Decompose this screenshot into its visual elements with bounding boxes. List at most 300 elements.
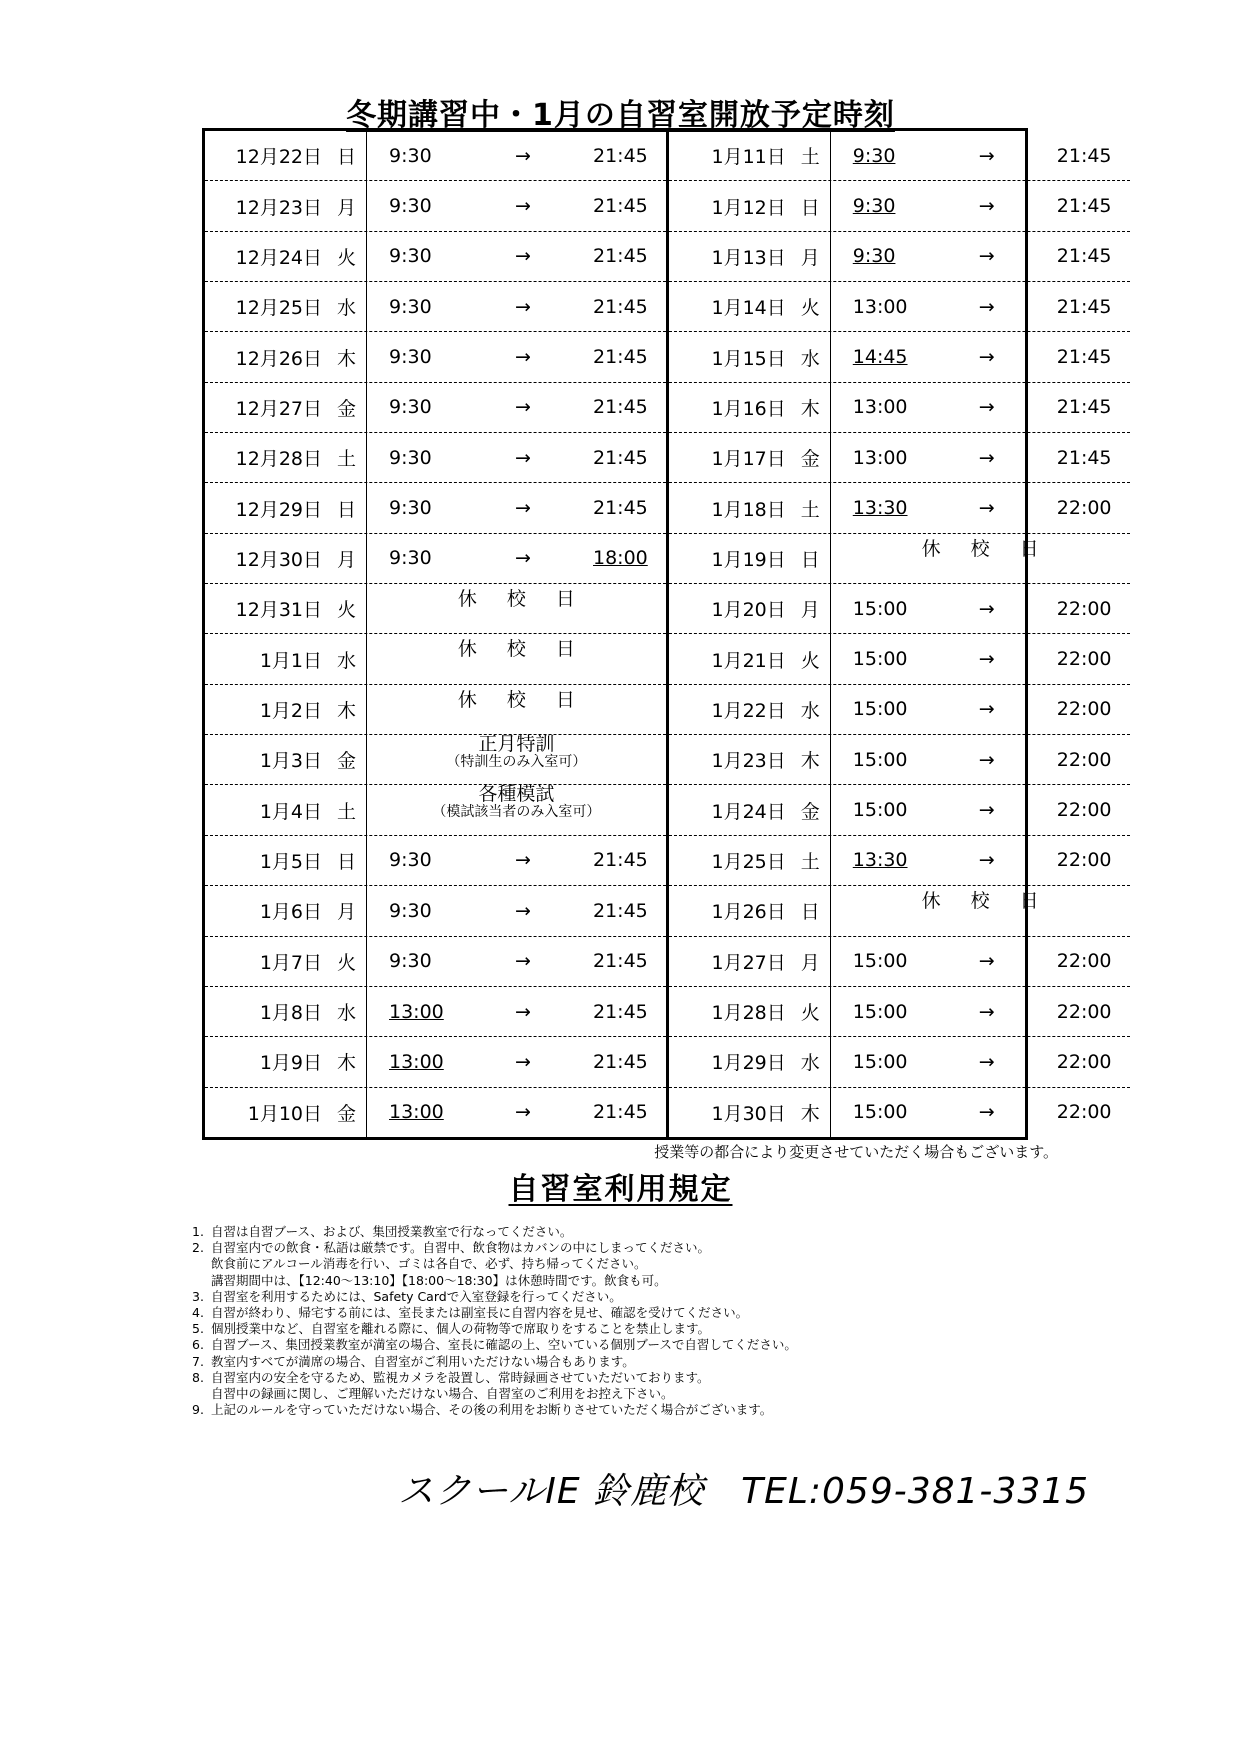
time-cell	[831, 937, 1130, 986]
date-cell	[205, 735, 367, 784]
arrow-icon: →	[515, 195, 531, 218]
date-label: 1月4日	[259, 800, 322, 823]
rule-text	[211, 1321, 1142, 1337]
close-time: 22:00	[1056, 648, 1112, 671]
date-cell	[669, 886, 831, 935]
special-event-note: （模試該当者のみ入室可）	[432, 804, 601, 821]
weekday-label: 木	[336, 1052, 356, 1075]
date-cell	[669, 685, 831, 734]
date-label: 12月30日	[235, 548, 322, 571]
arrow-icon: →	[978, 1101, 995, 1124]
rule-item	[192, 1240, 1142, 1289]
close-time: 22:00	[1056, 849, 1112, 872]
weekday-label: 金	[336, 1102, 356, 1125]
schedule-row	[669, 735, 1130, 785]
schedule-row	[205, 332, 666, 382]
rule-line: 飲食前にアルコール消毒を行い、ゴミは各自で、必ず、持ち帰ってください。	[211, 1256, 647, 1272]
close-time: 21:45	[593, 1050, 648, 1073]
time-cell	[831, 181, 1130, 230]
open-time: 15:00	[852, 950, 908, 973]
weekday-label: 日	[336, 146, 356, 169]
schedule-row	[205, 131, 666, 181]
weekday-label: 木	[800, 1102, 820, 1125]
rule-line: 自習は自習ブース、および、集団授業教室で行なってください。	[211, 1224, 573, 1239]
close-time: 21:45	[1056, 195, 1112, 218]
close-time: 21:45	[1056, 144, 1112, 167]
time-cell	[367, 282, 666, 331]
arrow-icon: →	[515, 295, 531, 318]
close-time: 21:45	[593, 245, 648, 268]
date-cell	[669, 483, 831, 532]
close-time: 22:00	[1056, 950, 1112, 973]
date-cell	[669, 937, 831, 986]
open-time: 9:30	[389, 195, 432, 218]
date-cell	[205, 1088, 367, 1137]
schedule-row	[669, 685, 1130, 735]
open-time: 14:45	[852, 346, 908, 369]
close-time: 21:45	[1056, 346, 1112, 369]
date-cell	[669, 181, 831, 230]
date-label: 1月12日	[711, 196, 786, 219]
date-cell	[205, 232, 367, 281]
rules-list	[192, 1224, 1142, 1418]
schedule-row	[205, 836, 666, 886]
weekday-label: 水	[800, 347, 820, 370]
schedule-row	[669, 836, 1130, 886]
schedule-row	[205, 1037, 666, 1087]
open-time: 9:30	[389, 396, 432, 419]
rule-item	[192, 1370, 1142, 1402]
arrow-icon: →	[515, 245, 531, 268]
date-cell	[669, 383, 831, 432]
arrow-icon: →	[978, 597, 995, 620]
date-cell	[205, 483, 367, 532]
date-label: 12月29日	[235, 498, 322, 521]
weekday-label: 日	[800, 548, 820, 571]
date-cell	[205, 433, 367, 482]
weekday-label: 土	[800, 146, 820, 169]
schedule-row	[205, 282, 666, 332]
rule-text	[211, 1289, 1142, 1305]
date-cell	[669, 131, 831, 180]
weekday-label: 金	[336, 397, 356, 420]
rule-number: 2.	[192, 1240, 204, 1256]
open-time: 15:00	[852, 1101, 908, 1124]
time-cell	[831, 735, 1130, 784]
schedule-row	[205, 634, 666, 684]
arrow-icon: →	[978, 950, 995, 973]
arrow-icon: →	[978, 1050, 995, 1073]
time-cell	[367, 1088, 666, 1137]
weekday-label: 水	[336, 649, 356, 672]
rule-line: 教室内すべてが満席の場合、自習室がご利用いただけない場合もあります。	[211, 1353, 635, 1369]
schedule-row	[669, 785, 1130, 835]
arrow-icon: →	[515, 950, 531, 973]
rule-text	[211, 1224, 1142, 1240]
open-time: 13:30	[852, 497, 908, 520]
open-time: 13:00	[389, 1050, 444, 1073]
weekday-label: 木	[336, 699, 356, 722]
arrow-icon: →	[978, 446, 995, 469]
date-label: 1月26日	[711, 901, 786, 924]
date-label: 1月24日	[711, 800, 786, 823]
arrow-icon: →	[978, 849, 995, 872]
arrow-icon: →	[978, 748, 995, 771]
arrow-icon: →	[515, 1101, 531, 1124]
weekday-label: 月	[336, 196, 356, 219]
date-label: 1月23日	[711, 750, 786, 773]
rule-text	[211, 1402, 1142, 1418]
open-time: 9:30	[389, 899, 432, 922]
close-time: 21:45	[1056, 295, 1112, 318]
date-label: 1月10日	[247, 1102, 322, 1125]
close-time: 21:45	[1056, 396, 1112, 419]
date-cell	[205, 383, 367, 432]
date-cell	[205, 937, 367, 986]
closed-day-label: 休 校 日	[457, 638, 587, 661]
time-cell	[367, 1037, 666, 1086]
rule-line: 自習室を利用するためには、Safety Cardで入室登録を行ってください。	[211, 1288, 622, 1304]
time-cell	[831, 282, 1130, 331]
date-cell	[669, 735, 831, 784]
schedule-column-left	[205, 131, 669, 1137]
schedule-table	[202, 128, 1112, 1140]
time-cell	[831, 131, 1130, 180]
rule-item	[192, 1305, 1142, 1321]
close-time: 22:00	[1056, 1050, 1112, 1073]
rule-line: 自習ブース、集団授業教室が満室の場合、室長に確認の上、空いている個別ブースで自習してください。	[211, 1337, 797, 1353]
weekday-label: 火	[336, 599, 356, 622]
date-cell	[205, 836, 367, 885]
weekday-label: 木	[800, 750, 820, 773]
open-time: 13:00	[852, 396, 908, 419]
close-time: 21:45	[593, 144, 648, 167]
date-cell	[669, 1037, 831, 1086]
date-cell	[669, 433, 831, 482]
weekday-label: 月	[800, 246, 820, 269]
schedule-column-right	[669, 131, 1130, 1137]
date-label: 1月8日	[259, 1002, 322, 1025]
arrow-icon: →	[515, 547, 531, 570]
weekday-label: 日	[800, 196, 820, 219]
arrow-icon: →	[978, 295, 995, 318]
rule-item	[192, 1354, 1142, 1370]
date-cell	[205, 584, 367, 633]
open-time: 9:30	[389, 144, 432, 167]
arrow-icon: →	[978, 698, 995, 721]
close-time: 21:45	[593, 396, 648, 419]
date-cell	[205, 785, 367, 834]
schedule-row	[669, 282, 1130, 332]
close-time: 21:45	[593, 1000, 648, 1023]
special-event-note: （特訓生のみ入室可）	[446, 754, 587, 771]
date-label: 1月30日	[711, 1102, 786, 1125]
time-cell	[367, 232, 666, 281]
close-time: 21:45	[593, 346, 648, 369]
schedule-row	[205, 886, 666, 936]
open-time: 9:30	[389, 950, 432, 973]
date-label: 1月14日	[711, 297, 786, 320]
rule-line: 自習室内の安全を守るため、監視カメラを設置し、常時録画させていただいております。	[211, 1369, 710, 1385]
close-time: 21:45	[593, 1101, 648, 1124]
arrow-icon: →	[515, 849, 531, 872]
arrow-icon: →	[978, 245, 995, 268]
date-cell	[669, 232, 831, 281]
date-label: 1月2日	[259, 699, 322, 722]
schedule-row	[669, 1088, 1130, 1137]
arrow-icon: →	[515, 396, 531, 419]
time-cell	[367, 483, 666, 532]
arrow-icon: →	[515, 446, 531, 469]
weekday-label: 金	[800, 448, 820, 471]
date-cell	[205, 282, 367, 331]
schedule-row	[205, 584, 666, 634]
weekday-label: 水	[336, 297, 356, 320]
date-cell	[205, 634, 367, 683]
rule-item	[192, 1224, 1142, 1240]
arrow-icon: →	[978, 195, 995, 218]
date-label: 1月1日	[259, 649, 322, 672]
weekday-label: 土	[336, 448, 356, 471]
close-time: 22:00	[1056, 597, 1112, 620]
schedule-row	[669, 232, 1130, 282]
weekday-label: 土	[336, 800, 356, 823]
date-label: 12月26日	[235, 347, 322, 370]
schedule-row	[669, 987, 1130, 1037]
rule-number: 5.	[192, 1321, 204, 1337]
special-event	[367, 785, 666, 834]
close-time: 21:45	[1056, 245, 1112, 268]
page-title: 冬期講習中・1月の自習室開放予定時刻	[346, 98, 895, 133]
schedule-row	[669, 483, 1130, 533]
schedule-row	[205, 181, 666, 231]
open-time: 9:30	[389, 849, 432, 872]
schedule-row	[205, 785, 666, 835]
time-cell	[367, 383, 666, 432]
arrow-icon: →	[515, 1000, 531, 1023]
close-time: 21:45	[593, 295, 648, 318]
date-label: 1月6日	[259, 901, 322, 924]
rule-text	[211, 1354, 1142, 1370]
close-time: 22:00	[1056, 1000, 1112, 1023]
arrow-icon: →	[978, 396, 995, 419]
open-time: 9:30	[389, 295, 432, 318]
date-label: 1月11日	[711, 146, 786, 169]
rule-line: 自習室内での飲食・私語は厳禁です。自習中、飲食物はカバンの中にしまってください。	[211, 1240, 711, 1256]
rule-item	[192, 1402, 1142, 1418]
weekday-label: 火	[800, 297, 820, 320]
time-cell	[367, 937, 666, 986]
date-cell	[669, 332, 831, 381]
schedule-row	[205, 534, 666, 584]
schedule-row	[669, 332, 1130, 382]
date-label: 1月16日	[711, 397, 786, 420]
time-cell	[831, 383, 1130, 432]
date-label: 12月25日	[235, 297, 322, 320]
open-time: 9:30	[852, 195, 896, 218]
schedule-row	[669, 383, 1130, 433]
date-label: 1月29日	[711, 1052, 786, 1075]
weekday-label: 日	[336, 498, 356, 521]
rule-line: 自習中の録画に関し、ご理解いただけない場合、自習室のご利用をお控え下さい。	[211, 1386, 674, 1402]
open-time: 13:00	[852, 295, 908, 318]
arrow-icon: →	[515, 346, 531, 369]
open-time: 15:00	[852, 1050, 908, 1073]
arrow-icon: →	[515, 899, 531, 922]
date-label: 12月27日	[235, 397, 322, 420]
close-time: 22:00	[1056, 1101, 1112, 1124]
time-cell	[367, 131, 666, 180]
date-label: 1月15日	[711, 347, 786, 370]
time-cell	[831, 232, 1130, 281]
schedule-row	[669, 886, 1130, 936]
close-time: 22:00	[1056, 698, 1112, 721]
date-label: 1月7日	[259, 951, 322, 974]
open-time: 9:30	[389, 346, 432, 369]
close-time: 21:45	[1056, 446, 1112, 469]
date-label: 1月13日	[711, 246, 786, 269]
rule-number: 7.	[192, 1353, 204, 1369]
date-cell	[669, 987, 831, 1036]
rule-text	[211, 1240, 1142, 1289]
rule-line: 講習期間中は、【12:40～13:10】【18:00～18:30】は休憩時間です。飲食も可。	[211, 1272, 667, 1288]
date-label: 12月23日	[235, 196, 322, 219]
schedule-row	[669, 131, 1130, 181]
date-cell	[205, 131, 367, 180]
schedule-row	[669, 433, 1130, 483]
time-cell	[367, 836, 666, 885]
arrow-icon: →	[978, 648, 995, 671]
time-cell	[831, 987, 1130, 1036]
date-cell	[669, 785, 831, 834]
close-time: 22:00	[1056, 799, 1112, 822]
date-cell	[205, 886, 367, 935]
time-cell	[831, 836, 1130, 885]
weekday-label: 火	[336, 246, 356, 269]
time-cell	[367, 181, 666, 230]
schedule-row	[669, 181, 1130, 231]
rule-item	[192, 1289, 1142, 1305]
arrow-icon: →	[978, 346, 995, 369]
open-time: 9:30	[389, 497, 432, 520]
time-cell	[831, 634, 1130, 683]
weekday-label: 土	[800, 498, 820, 521]
weekday-label: 火	[800, 1002, 820, 1025]
weekday-label: 木	[800, 397, 820, 420]
weekday-label: 日	[336, 850, 356, 873]
rule-line: 上記のルールを守っていただけない場合、その後の利用をお断りさせていただく場合がございます。	[211, 1402, 773, 1418]
date-cell	[205, 181, 367, 230]
date-cell	[669, 282, 831, 331]
close-time: 21:45	[593, 195, 648, 218]
date-label: 1月18日	[711, 498, 786, 521]
weekday-label: 火	[800, 649, 820, 672]
weekday-label: 土	[800, 850, 820, 873]
schedule-row	[669, 937, 1130, 987]
close-time: 21:45	[593, 849, 648, 872]
close-time: 22:00	[1056, 748, 1112, 771]
open-time: 15:00	[852, 698, 908, 721]
special-event-title: 各種模試	[478, 783, 555, 806]
date-cell	[669, 836, 831, 885]
schedule-row	[205, 383, 666, 433]
time-cell	[831, 433, 1130, 482]
time-cell	[831, 685, 1130, 734]
open-time: 9:30	[389, 446, 432, 469]
weekday-label: 水	[336, 1002, 356, 1025]
close-time: 21:45	[593, 497, 648, 520]
weekday-label: 日	[800, 901, 820, 924]
open-time: 15:00	[852, 648, 908, 671]
schedule-row	[669, 534, 1130, 584]
arrow-icon: →	[978, 497, 995, 520]
open-time: 9:30	[852, 245, 896, 268]
date-label: 12月22日	[235, 146, 322, 169]
rule-number: 4.	[192, 1305, 204, 1321]
open-time: 13:00	[852, 446, 908, 469]
date-cell	[205, 987, 367, 1036]
rule-item	[192, 1321, 1142, 1337]
weekday-label: 月	[336, 901, 356, 924]
closed-day-label: 休 校 日	[457, 588, 587, 611]
close-time: 18:00	[593, 547, 648, 570]
open-time: 9:30	[389, 245, 432, 268]
schedule-row	[205, 735, 666, 785]
date-label: 1月20日	[711, 599, 786, 622]
date-cell	[205, 534, 367, 583]
time-cell	[367, 886, 666, 935]
schedule-row	[205, 483, 666, 533]
arrow-icon: →	[515, 144, 531, 167]
date-cell	[669, 1088, 831, 1137]
weekday-label: 木	[336, 347, 356, 370]
date-cell	[205, 685, 367, 734]
open-time: 9:30	[389, 547, 432, 570]
time-cell	[831, 332, 1130, 381]
rule-number: 9.	[192, 1402, 204, 1418]
change-note: 授業等の都合により変更させていただく場合もございます。	[654, 1143, 1058, 1161]
date-label: 1月9日	[259, 1052, 322, 1075]
date-label: 1月22日	[711, 699, 786, 722]
rule-text	[211, 1305, 1142, 1321]
time-cell	[367, 332, 666, 381]
date-label: 1月27日	[711, 951, 786, 974]
rule-item	[192, 1337, 1142, 1353]
rule-number: 6.	[192, 1337, 204, 1353]
schedule-row	[205, 1088, 666, 1137]
closed-day-label: 休 校 日	[921, 537, 1051, 560]
date-label: 12月31日	[235, 599, 322, 622]
weekday-label: 金	[336, 750, 356, 773]
arrow-icon: →	[978, 144, 995, 167]
date-cell	[205, 332, 367, 381]
arrow-icon: →	[515, 1050, 531, 1073]
open-time: 15:00	[852, 748, 908, 771]
time-cell	[831, 1088, 1130, 1137]
time-cell	[367, 534, 666, 583]
time-cell	[831, 1037, 1130, 1086]
close-time: 22:00	[1056, 497, 1112, 520]
school-contact: スクールIE 鈴鹿校 TEL:059-381-3315	[398, 1471, 1090, 1512]
open-time: 13:00	[389, 1101, 444, 1124]
close-time: 21:45	[593, 899, 648, 922]
schedule-row	[205, 987, 666, 1037]
close-time: 21:45	[593, 950, 648, 973]
rule-line: 個別授業中など、自習室を離れる際に、個人の荷物等で席取りをすることを禁止します。	[211, 1321, 711, 1337]
open-time: 13:00	[389, 1000, 444, 1023]
time-cell	[831, 483, 1130, 532]
date-label: 1月17日	[711, 448, 786, 471]
